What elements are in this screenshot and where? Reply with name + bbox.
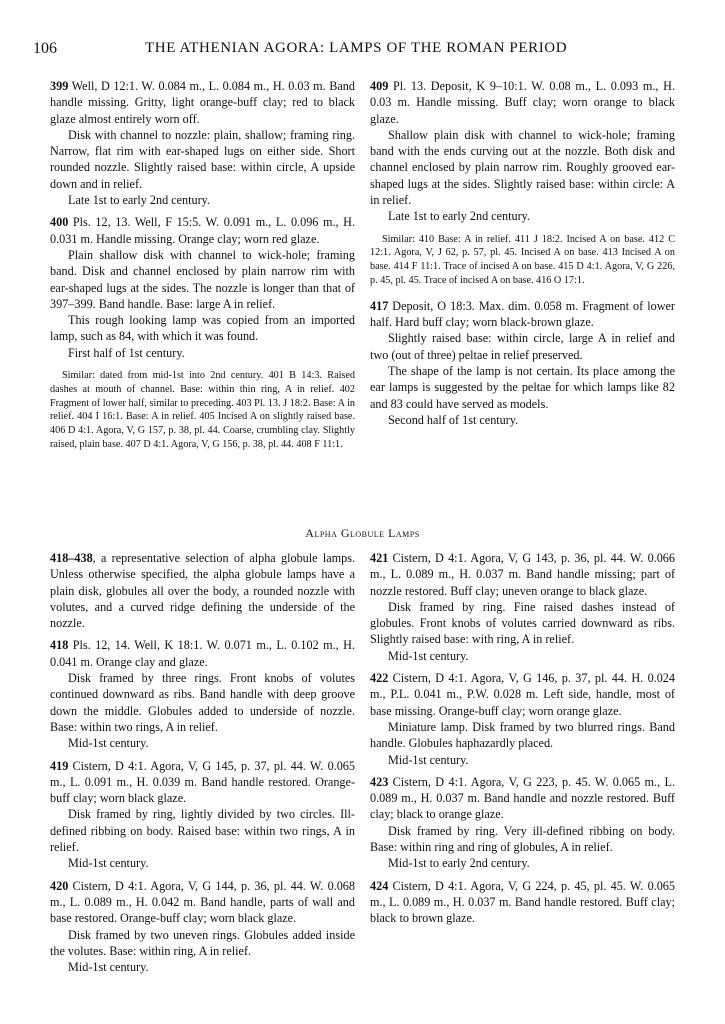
entry-paragraph — [370, 823, 675, 856]
bottom-left-column — [50, 550, 355, 981]
entry-text: Disk with channel to nozzle: plain, shallow; framing ring. Narrow, flat rim with ear-shaped lugs on either side. Short rounded nozzle. Slightly raised base: within circle, A upside down and in relief. — [50, 127, 355, 191]
catalog-entry — [370, 774, 675, 872]
entry-text: Late 1st to early 2nd century. — [388, 209, 531, 224]
catalog-entry — [50, 78, 355, 208]
entry-number: 418–438 — [50, 551, 93, 565]
catalog-entry — [370, 670, 675, 768]
entry-text: Well, D 12:1. W. 0.084 m., L. 0.084 m., H. 0.03 m. Band handle missing. Gritty, light orange-buff clay; red to black glaze almost entirely worn off. — [50, 79, 355, 126]
entry-text: Shallow plain disk with channel to wick-hole; framing band with the ends curving out at the nozzle. Both disk and channel enclosed by plain narrow rim. Roughly grooved ear-shaped lugs at the sides. Slightly raised base: within circle: A in relief. — [370, 127, 675, 208]
entry-text: Pls. 12, 14. Well, K 18:1. W. 0.071 m., L. 0.102 m., H. 0.041 m. Orange clay and glaze. — [50, 638, 355, 669]
entry-text: Cistern, D 4:1. Agora, V, G 145, p. 37, pl. 44. W. 0.065 m., L. 0.091 m., H. 0.039 m. Band handle restored. Orange-buff clay; worn black glaze. — [50, 758, 355, 806]
top-right-column — [370, 78, 675, 434]
section-title: Alpha Globule Lamps — [305, 526, 420, 540]
entry-description — [370, 550, 675, 599]
entry-paragraph — [50, 345, 355, 361]
entry-text: Pl. 13. Deposit, K 9–10:1. W. 0.08 m., L. 0.093 m., H. 0.03 m. Handle missing. Buff clay; worn orange to black glaze. — [370, 79, 675, 126]
entry-paragraph — [370, 855, 675, 871]
entry-paragraph — [370, 330, 675, 363]
entry-text: Late 1st to early 2nd century. — [68, 193, 211, 208]
entry-paragraph — [370, 752, 675, 768]
entry-text: Cistern, D 4:1. Agora, V, G 146, p. 37, pl. 44. H. 0.024 m., P.L. 0.041 m., P.W. 0.028 m. Left side, handle, most of base missing. Orange-buff clay; worn orange glaze. — [370, 671, 675, 718]
entry-description — [50, 878, 355, 927]
catalog-entry — [50, 758, 355, 872]
entry-paragraph — [50, 806, 355, 855]
entry-text: Mid-1st century. — [388, 648, 469, 663]
entry-text: Deposit, O 18:3. Max. dim. 0.058 m. Fragment of lower half. Hard buff clay; worn black-brown glaze. — [370, 298, 675, 330]
entry-paragraph — [50, 670, 355, 735]
page-header — [33, 40, 693, 64]
entry-text: Pls. 12, 13. Well, F 15:5. W. 0.091 m., L. 0.096 m., H. 0.031 m. Handle missing. Orange clay; worn red glaze. — [50, 215, 355, 246]
entry-paragraph — [50, 127, 355, 192]
entry-description — [50, 78, 355, 127]
catalog-entry — [50, 878, 355, 976]
top-left-column — [50, 78, 355, 462]
entry-number: 420 — [50, 878, 69, 893]
entry-number: 418 — [50, 638, 69, 653]
entry-number: 417 — [370, 298, 389, 313]
entry-text: Cistern, D 4:1. Agora, V, G 144, p. 36, pl. 44. W. 0.068 m., L. 0.089 m., H. 0.042 m. Band handle, parts of wall and base restored. Orange-buff clay; worn black glaze. — [50, 878, 355, 926]
catalog-entry — [50, 214, 355, 361]
entry-number: 409 — [370, 79, 389, 93]
entry-number: 400 — [50, 215, 69, 230]
entry-description — [370, 774, 675, 823]
entry-description — [50, 550, 355, 631]
entry-text: First half of 1st century. — [68, 345, 185, 360]
entry-text: Cistern, D 4:1. Agora, V, G 143, p. 36, pl. 44. W. 0.066 m., L. 0.089 m., H. 0.037 m. Band handle missing; part of nozzle restored. Buff clay; uneven orange to black glaze. — [370, 551, 675, 598]
entry-number: 422 — [370, 671, 389, 686]
entry-text: Mid-1st century. — [388, 752, 469, 767]
entry-description — [370, 78, 675, 127]
catalog-entry — [50, 550, 355, 631]
entry-text: Cistern, D 4:1. Agora, V, G 223, p. 45. W. 0.065 m., L. 0.089 m., H. 0.037 m. Band handle and nozzle restored. Buff clay; black to orange glaze. — [370, 774, 675, 822]
entry-text: Mid-1st century. — [68, 856, 149, 871]
entry-paragraph — [370, 363, 675, 412]
entry-text: Disk framed by three rings. Front knobs of volutes continued downward as ribs. Band handle with deep groove down the middle. Globules added to underside of nozzle. Base: within two rings, A in relief. — [50, 671, 355, 734]
entry-description — [370, 298, 675, 331]
entry-text: Mid-1st century. — [68, 960, 149, 975]
entry-paragraph — [50, 927, 355, 960]
entry-description — [50, 214, 355, 247]
entry-paragraph — [50, 959, 355, 975]
entry-paragraph — [370, 599, 675, 648]
entry-paragraph — [50, 312, 355, 345]
entry-text: Second half of 1st century. — [388, 412, 519, 427]
catalog-entry — [370, 878, 675, 927]
entry-text: Plain shallow disk with channel to wick-hole; framing band. Disk and channel enclosed by plain narrow rim with ear-shaped lugs at the sides. The nozzle is longer than that of 397–399. Band handle. Base: large A in relief. — [50, 247, 355, 311]
entry-text: Miniature lamp. Disk framed by two blurred rings. Band handle. Globules haphazardly placed. — [370, 719, 675, 751]
entry-text: Mid-1st to early 2nd century. — [388, 856, 530, 871]
entry-description — [50, 758, 355, 807]
entry-text: Mid-1st century. — [68, 736, 149, 751]
catalog-entry — [50, 637, 355, 751]
entry-description — [50, 637, 355, 670]
entry-text: The shape of the lamp is not certain. Its place among the ear lamps is suggested by the peltae for which lamps like 82 and 83 could have served as models. — [370, 364, 675, 411]
catalog-entry — [370, 298, 675, 428]
entry-text: Disk framed by two uneven rings. Globules added inside the volutes. Base: within ring, A in relief. — [50, 927, 355, 958]
entry-paragraph — [50, 735, 355, 751]
entry-paragraph — [370, 648, 675, 664]
entry-text: Slightly raised base: within circle, large A in relief and two (out of three) peltae in relief preserved. — [370, 331, 675, 362]
entry-paragraph — [370, 127, 675, 208]
entry-paragraph — [50, 192, 355, 208]
entry-text: , a representative selection of alpha globule lamps. Unless otherwise specified, the alpha globule lamps have a plain disk, globules all over the body, a rounded nozzle with volutes, and a curved ridge defining the underside of the nozzle. — [50, 551, 355, 631]
catalog-entry — [370, 550, 675, 664]
entry-text: This rough looking lamp was copied from an imported lamp, such as 84, with which it was found. — [50, 313, 355, 344]
entry-number: 421 — [370, 551, 389, 565]
entry-paragraph — [50, 247, 355, 312]
entry-text: Disk framed by ring. Fine raised dashes instead of globules. Front knobs of volutes carried downward as ribs. Slightly raised base: with ring, A in relief. — [370, 599, 675, 647]
similar-note: Similar: 410 Base: A in relief. 411 J 18:2. Incised A on base. 412 C 12:1. Agora, V, J 62, p. 57, pl. 45. Incised A on base. 413 Incised A on base. 414 F 11:1. Trace of incised A on base. 415 D 4:1. Agora, V, G 226, p. 45, pl. 45. Trace of incised A on base. 416 O 17:1. — [370, 233, 675, 287]
entry-description — [370, 670, 675, 719]
entry-text: Disk framed by ring. Very ill-defined ribbing on body. Base: within ring and ring of globules, A in relief. — [370, 823, 675, 855]
entry-number: 423 — [370, 774, 389, 789]
entry-paragraph — [370, 412, 675, 428]
entry-text: Cistern, D 4:1. Agora, V, G 224, p. 45, pl. 45. W. 0.065 m., L. 0.089 m., H. 0.037 m. Band handle restored. Buff clay; black to brown glaze. — [370, 878, 675, 926]
entry-paragraph — [370, 719, 675, 752]
entry-number: 399 — [50, 79, 69, 93]
running-title: THE ATHENIAN AGORA: LAMPS OF THE ROMAN PERIOD — [145, 40, 568, 56]
entry-number: 419 — [50, 758, 69, 773]
entry-paragraph — [370, 208, 675, 224]
entry-text: Disk framed by ring, lightly divided by two circles. Ill-defined ribbing on body. Raised base: within two rings, A in relief. — [50, 807, 355, 855]
similar-note: Similar: dated from mid-1st into 2nd century. 401 B 14:3. Raised dashes at mouth of channel. Base: within thin ring, A in relief. 402 Fragment of lower half, similar to preceding. 403 Pl. 13. J 18:2. Base: A in relief. 404 I 16:1. Base: A in relief. 405 Incised A on slightly raised base. 406 D 4:1. Agora, V, G 157, p. 38, pl. 44. Coarse, crumbling clay. Slightly raised, plain base. 407 D 4:1. Agora, V, G 156, p. 38, pl. 44. 408 F 11:1. — [50, 370, 355, 451]
page-number: 106 — [33, 40, 57, 57]
catalog-entry — [370, 78, 675, 225]
entry-number: 424 — [370, 878, 389, 893]
entry-paragraph — [50, 855, 355, 871]
bottom-right-column — [370, 550, 675, 933]
entry-description — [370, 878, 675, 927]
